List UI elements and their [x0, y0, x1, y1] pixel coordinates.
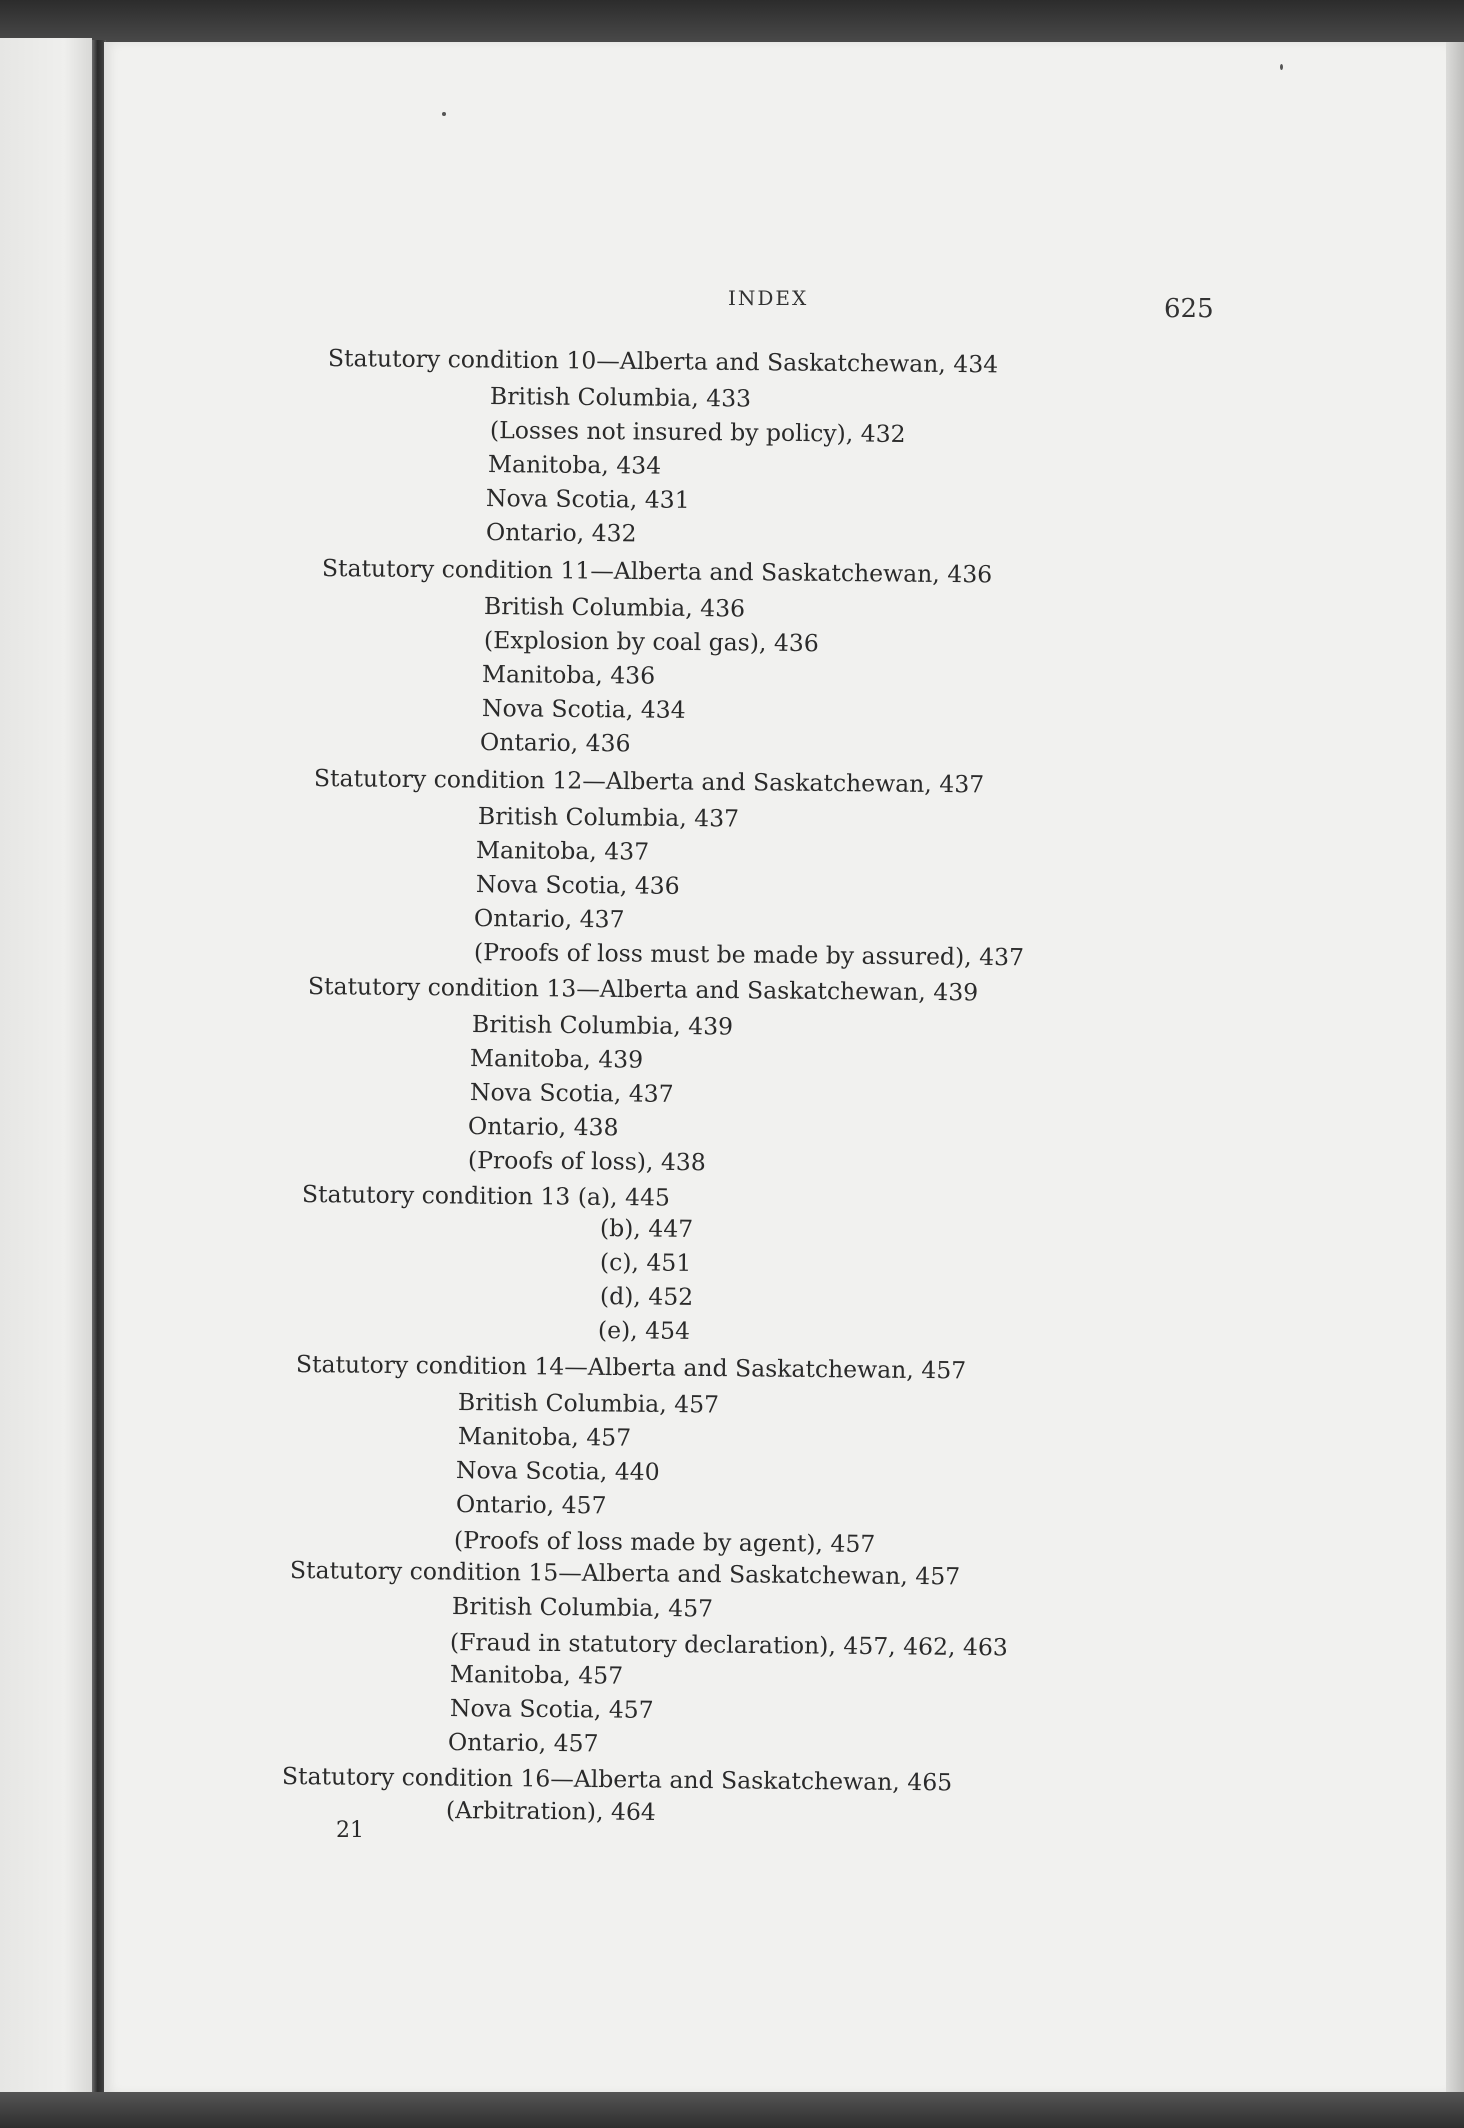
index-subentry: Nova Scotia, 437	[469, 1078, 674, 1108]
index-subentry: Nova Scotia, 457	[449, 1694, 654, 1724]
scan-top-border	[0, 0, 1464, 44]
index-subentry: (Fraud in statutory declaration), 457, 462, 463	[449, 1628, 1008, 1662]
index-subentry: Manitoba, 436	[481, 660, 656, 690]
index-subentry: Manitoba, 439	[469, 1044, 644, 1074]
index-subentry: (Proofs of loss), 438	[467, 1146, 706, 1177]
index-subentry: Ontario, 432	[485, 518, 637, 548]
index-subentry: (Proofs of loss made by agent), 457	[453, 1526, 876, 1559]
index-heading: Statutory condition 16—Alberta and Saskatchewan, 465	[281, 1762, 953, 1797]
signature-mark: 21	[336, 1818, 364, 1843]
index-subentry: Nova Scotia, 431	[485, 484, 690, 514]
index-subentry: Manitoba, 457	[449, 1660, 624, 1690]
index-subentry: (Proofs of loss must be made by assured), 437	[473, 938, 1025, 972]
facing-page-edge	[0, 38, 92, 2094]
page-edge-right	[1446, 42, 1464, 2094]
index-subentry: British Columbia, 457	[457, 1388, 720, 1419]
index-subentry: (Losses not insured by policy), 432	[489, 416, 906, 448]
index-heading: Statutory condition 10—Alberta and Saskatchewan, 434	[327, 344, 999, 379]
index-subentry: Nova Scotia, 436	[475, 870, 680, 900]
index-subentry: Manitoba, 457	[457, 1422, 632, 1452]
index-subentry: (d), 452	[599, 1282, 694, 1311]
index-heading: Statutory condition 11—Alberta and Saskatchewan, 436	[321, 554, 993, 589]
scan-bottom-border	[0, 2092, 1464, 2128]
index-heading: Statutory condition 15—Alberta and Saskatchewan, 457	[289, 1556, 961, 1591]
index-heading: Statutory condition 13—Alberta and Saskatchewan, 439	[307, 972, 979, 1007]
index-subentry: (c), 451	[599, 1248, 692, 1277]
index-subentry: British Columbia, 437	[477, 802, 740, 833]
index-subentry: (b), 447	[599, 1214, 694, 1243]
index-subentry: (Arbitration), 464	[445, 1796, 656, 1827]
index-heading: Statutory condition 12—Alberta and Saskatchewan, 437	[313, 764, 985, 799]
index-heading: Statutory condition 14—Alberta and Saskatchewan, 457	[295, 1350, 967, 1385]
index-subentry: Ontario, 457	[447, 1728, 599, 1758]
index-subentry: Ontario, 436	[479, 728, 631, 758]
index-subentry: Manitoba, 434	[487, 450, 662, 480]
index-heading: Statutory condition 13 (a), 445	[301, 1180, 671, 1212]
index-subentry: Manitoba, 437	[475, 836, 650, 866]
running-header: INDEX	[728, 286, 809, 310]
index-subentry: British Columbia, 439	[471, 1010, 734, 1041]
index-subentry: Ontario, 457	[455, 1490, 607, 1520]
index-subentry: Nova Scotia, 440	[455, 1456, 660, 1486]
index-subentry: Ontario, 438	[467, 1112, 619, 1142]
ink-speck	[1280, 64, 1283, 70]
index-subentry: Ontario, 437	[473, 904, 625, 934]
page-number: 625	[1164, 294, 1214, 324]
index-subentry: Nova Scotia, 434	[481, 694, 686, 724]
index-subentry: British Columbia, 457	[451, 1592, 714, 1623]
index-subentry: (Explosion by coal gas), 436	[483, 626, 819, 658]
index-subentry: British Columbia, 433	[489, 382, 752, 413]
index-subentry: (e), 454	[597, 1316, 691, 1345]
index-subentry: British Columbia, 436	[483, 592, 746, 623]
ink-speck	[442, 112, 446, 116]
